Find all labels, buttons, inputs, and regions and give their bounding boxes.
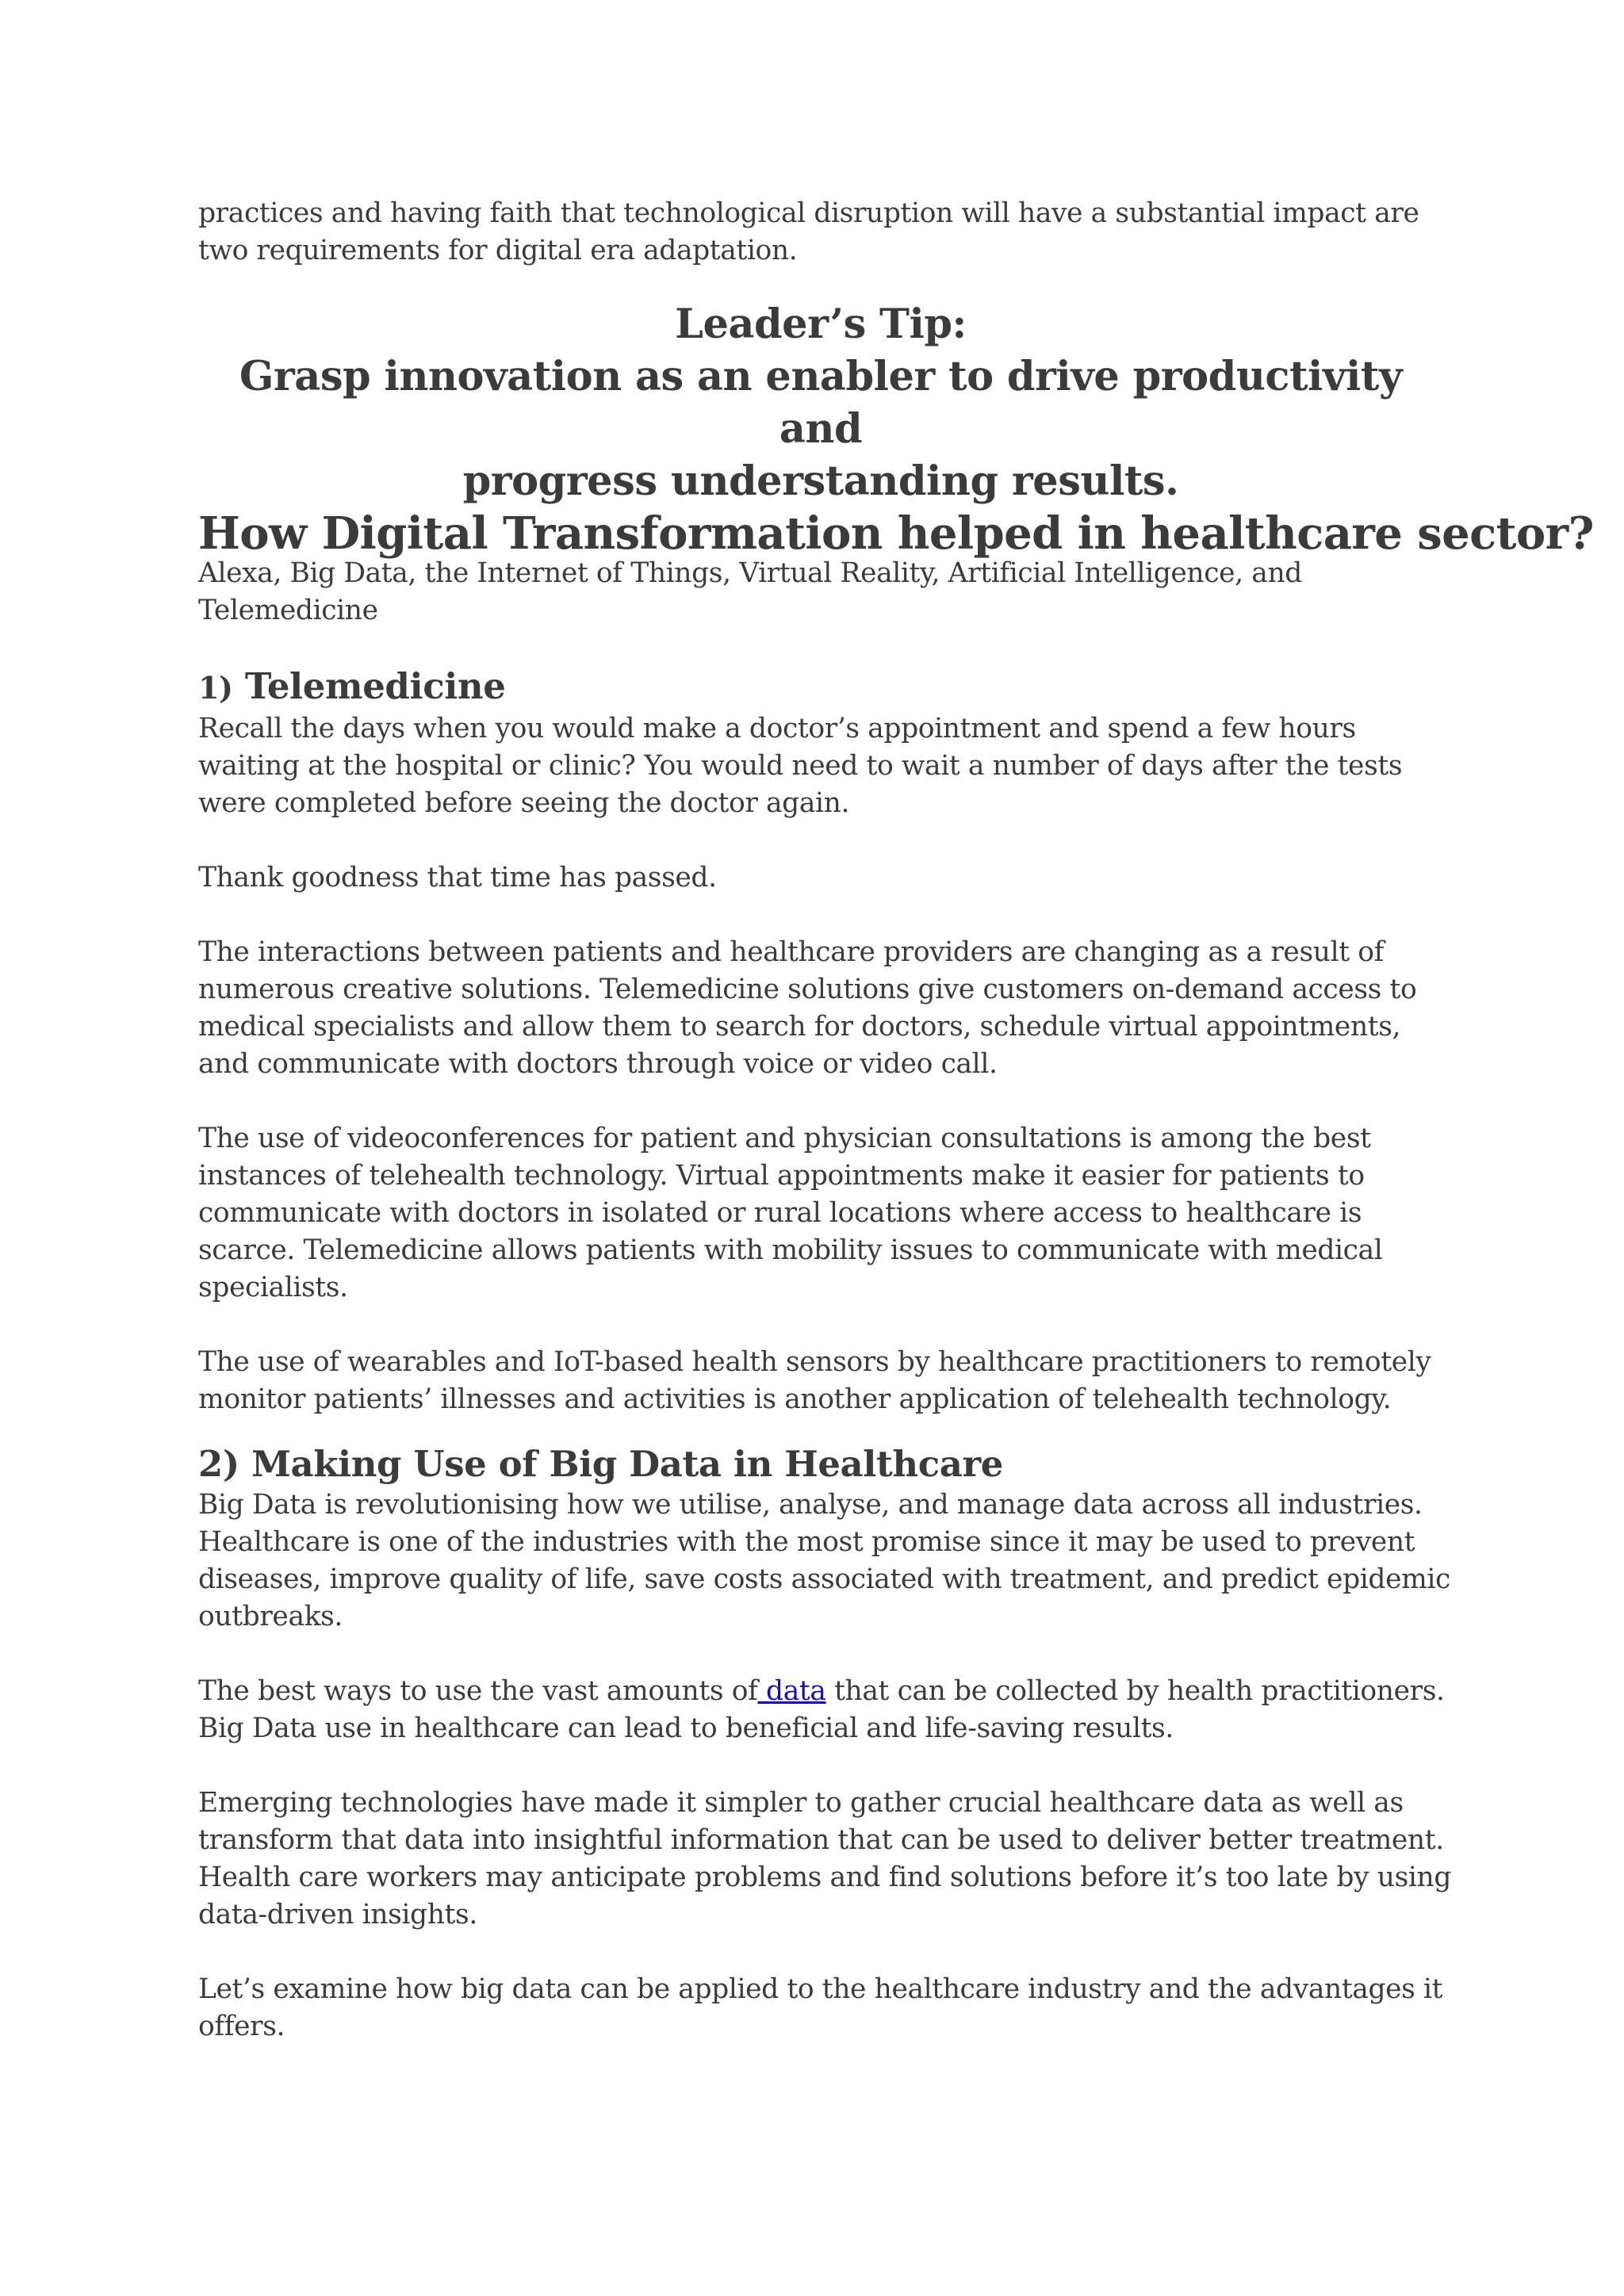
paragraph-line: Healthcare is one of the industries with the most promise since it may be used to prevent (198, 1526, 1415, 1558)
bigdata-paragraph-1 (198, 1487, 1450, 1636)
data-link[interactable]: data (757, 1675, 826, 1707)
paragraph-line: transform that data into insightful information that can be used to deliver better treatment. (198, 1824, 1444, 1856)
paragraph-line: Big Data is revolutionising how we utilise, analyse, and manage data across all industries. (198, 1489, 1423, 1521)
telemedicine-paragraph-4 (198, 1120, 1443, 1307)
paragraph-line: waiting at the hospital or clinic? You would need to wait a number of days after the tests (198, 750, 1403, 782)
bigdata-paragraph-4 (198, 1971, 1443, 2045)
paragraph-line: monitor patients’ illnesses and activities is another application of telehealth technology. (198, 1383, 1392, 1415)
tip-title: Leader’s Tip: (675, 300, 967, 348)
paragraph-line: The use of wearables and IoT-based health sensors by healthcare practitioners to remotely (198, 1346, 1431, 1378)
section-heading-big-data: 2) Making Use of Big Data in Healthcare (198, 1443, 1004, 1485)
intro-paragraph (198, 195, 1443, 270)
paragraph-line: and communicate with doctors through voice or video call. (198, 1048, 998, 1080)
telemedicine-paragraph-2 (198, 859, 1443, 897)
tip-line: progress understanding results. (462, 457, 1179, 505)
telemedicine-paragraph-3 (198, 934, 1443, 1083)
intro-line: practices and having faith that technological disruption will have a substantial impact are (198, 197, 1419, 229)
telemedicine-paragraph-5 (198, 1344, 1443, 1418)
paragraph-line: communicate with doctors in isolated or rural locations where access to healthcare is (198, 1197, 1362, 1229)
paragraph-line: Health care workers may anticipate problems and find solutions before it’s too late by using (198, 1862, 1452, 1893)
tip-line: Grasp innovation as an enabler to drive productivity and (239, 353, 1403, 453)
telemedicine-paragraph-1 (198, 710, 1443, 822)
main-heading: How Digital Transformation helped in healthcare sector? (198, 507, 1594, 560)
section-heading-telemedicine (198, 664, 1443, 710)
document-body (198, 195, 1594, 2045)
paragraph-line: offers. (198, 2011, 285, 2042)
list-intro-line: Alexa, Big Data, the Internet of Things, Virtual Reality, Artificial Intelligence, and (198, 557, 1302, 589)
paragraph-line: Emerging technologies have made it simpler to gather crucial healthcare data as well as (198, 1787, 1404, 1819)
paragraph-line: data-driven insights. (198, 1899, 477, 1931)
paragraph-line: Thank goodness that time has passed. (198, 862, 717, 894)
bigdata-paragraph-2 (198, 1673, 1443, 1747)
leaders-tip-block (198, 298, 1443, 507)
paragraph-line: diseases, improve quality of life, save costs associated with treatment, and predict epidemic (198, 1563, 1450, 1595)
paragraph-line: The interactions between patients and healthcare providers are changing as a result of (198, 936, 1384, 968)
section-title: Telemedicine (244, 665, 506, 707)
paragraph-line (198, 1675, 1445, 1707)
list-intro-paragraph (198, 555, 1443, 629)
paragraph-line: numerous creative solutions. Telemedicine solutions give customers on-demand access to (198, 974, 1417, 1005)
bigdata-paragraph-3 (198, 1785, 1452, 1934)
paragraph-line: outbreaks. (198, 1601, 343, 1632)
text-after-link: that can be collected by health practitioners. (825, 1675, 1445, 1707)
list-intro-line: Telemedicine (198, 595, 378, 626)
paragraph-line: medical specialists and allow them to search for doctors, schedule virtual appointments, (198, 1011, 1401, 1043)
text-before-link: The best ways to use the vast amounts of (198, 1675, 758, 1707)
paragraph-line: instances of telehealth technology. Virtual appointments make it easier for patients to (198, 1160, 1365, 1192)
intro-line: two requirements for digital era adaptation. (198, 235, 798, 266)
paragraph-line: specialists. (198, 1272, 348, 1303)
paragraph-line: scarce. Telemedicine allows patients with mobility issues to communicate with medical (198, 1234, 1383, 1266)
section-number: 1) (198, 670, 233, 706)
paragraph-line: Recall the days when you would make a doctor’s appointment and spend a few hours (198, 713, 1356, 744)
paragraph-line: Big Data use in healthcare can lead to beneficial and life-saving results. (198, 1712, 1174, 1744)
paragraph-line: The use of videoconferences for patient and physician consultations is among the best (198, 1123, 1371, 1154)
paragraph-line: Let’s examine how big data can be applied to the healthcare industry and the advantages it (198, 1973, 1443, 2005)
paragraph-line: were completed before seeing the doctor again. (198, 787, 850, 819)
